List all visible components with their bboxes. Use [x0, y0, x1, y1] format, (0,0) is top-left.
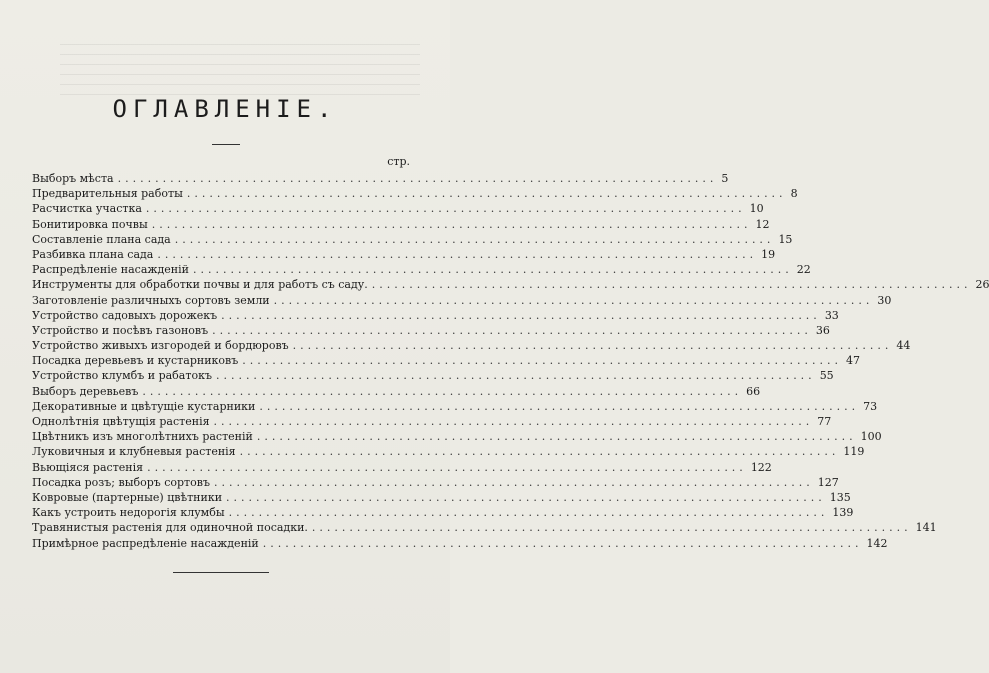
- page-column-header: стр.: [387, 155, 410, 168]
- toc-entry-page: 77: [817, 415, 832, 428]
- toc-entry-label: Устройство садовыхъ дорожекъ: [32, 308, 218, 322]
- toc-entry-page: 66: [746, 384, 761, 398]
- dot-leader: ................................................................................: [242, 354, 842, 368]
- toc-entry: [32, 368, 834, 383]
- page-title: ОГЛАВЛЕНІЕ.: [112, 95, 338, 123]
- title-divider: [212, 144, 240, 145]
- toc-entry-page: 141: [915, 521, 937, 535]
- toc-entry-page: 119: [843, 445, 865, 459]
- toc-entry-label: Бонитировка почвы: [32, 217, 148, 231]
- toc-entry-page: 122: [750, 460, 772, 474]
- toc-entry: [32, 338, 911, 353]
- toc-entry-page: 127: [817, 475, 839, 489]
- toc-entry-page: 5: [721, 172, 729, 185]
- toc-entry-label: Предварительныя работы: [32, 187, 183, 201]
- dot-leader: ................................................................................: [145, 202, 746, 216]
- toc-entry-label: Посадка розъ; выборъ сортовъ: [32, 475, 210, 489]
- toc-entry-page: 139: [832, 506, 854, 520]
- toc-entry: [32, 490, 851, 505]
- toc-entry-label: Устройство и посѣвъ газоновъ: [32, 323, 209, 337]
- toc-entry: [32, 217, 770, 232]
- dot-leader: ................................................................................: [213, 415, 814, 428]
- toc-entry-page: 10: [749, 202, 764, 216]
- toc-entry: [32, 399, 878, 414]
- toc-entry: [32, 505, 854, 520]
- toc-entry-label: Цвѣтникъ изъ многолѣтнихъ растеній: [32, 430, 253, 444]
- toc-entry: [32, 475, 839, 490]
- dot-leader: ................................................................................: [213, 475, 814, 489]
- dot-leader: ................................................................................: [273, 293, 874, 307]
- toc-entry: [32, 308, 839, 323]
- dot-leader: ................................................................................: [212, 323, 812, 337]
- toc-entry: [32, 171, 729, 186]
- dot-leader: ................................................................................: [311, 521, 912, 535]
- toc-entry-label: Вьющіяся растенія: [32, 460, 144, 474]
- toc-entry-label: Травянистыя растенія для одиночной посадки.: [32, 521, 308, 535]
- toc-entry-label: Однолѣтнія цвѣтущія растенія: [32, 415, 210, 428]
- toc-entry: [32, 262, 811, 277]
- toc-entry-page: 47: [845, 354, 860, 368]
- toc-entry-label: Устройство живыхъ изгородей и бордюровъ: [32, 339, 289, 353]
- toc-entry-label: Выборъ деревьевъ: [32, 384, 139, 398]
- toc-entry-page: 44: [896, 339, 911, 353]
- toc-entry: [32, 429, 882, 444]
- table-of-contents: [32, 171, 989, 551]
- toc-entry-label: Распредѣленіе насажденій: [32, 263, 189, 277]
- toc-entry-page: 8: [790, 187, 798, 201]
- toc-entry-page: 26: [975, 278, 989, 292]
- toc-entry-page: 30: [877, 293, 892, 307]
- toc-entry-label: Ковровые (партерные) цвѣтники: [32, 490, 223, 504]
- toc-entry-label: Выборъ мѣста: [32, 172, 114, 185]
- toc-entry: [32, 520, 937, 535]
- toc-entry: [32, 232, 793, 247]
- dot-leader: ................................................................................: [262, 536, 863, 550]
- toc-entry-page: 73: [863, 399, 878, 413]
- toc-entry-page: 15: [778, 232, 793, 246]
- toc-entry-page: 100: [860, 430, 882, 444]
- toc-entry: [32, 444, 865, 459]
- toc-entry-page: 36: [815, 323, 830, 337]
- dot-leader: ................................................................................: [239, 445, 840, 459]
- toc-entry-page: 12: [755, 217, 770, 231]
- dot-leader: ................................................................................: [215, 369, 816, 383]
- dot-leader: ................................................................................: [174, 232, 775, 246]
- toc-entry-page: 142: [866, 536, 888, 550]
- dot-leader: ................................................................................: [151, 217, 752, 231]
- dot-leader: ................................................................................: [142, 384, 743, 398]
- dot-leader: ................................................................................: [147, 460, 747, 474]
- toc-entry-label: Заготовленіе различныхъ сортовъ земли: [32, 293, 270, 307]
- dot-leader: ................................................................................: [259, 399, 860, 413]
- toc-entry: [32, 414, 832, 429]
- toc-entry-page: 22: [796, 263, 811, 277]
- toc-entry: [32, 536, 888, 551]
- dot-leader: ................................................................................: [221, 308, 821, 322]
- toc-entry: [32, 277, 989, 292]
- toc-entry-label: Какъ устроить недорогія клумбы: [32, 506, 225, 520]
- toc-entry-page: 33: [824, 308, 839, 322]
- dot-leader: ................................................................................: [371, 278, 972, 292]
- toc-entry-label: Разбивка плана сада: [32, 247, 154, 261]
- dot-leader: ................................................................................: [117, 172, 718, 185]
- dot-leader: ................................................................................: [192, 263, 793, 277]
- toc-entry-label: Расчистка участка: [32, 202, 142, 216]
- dot-leader: ................................................................................: [228, 506, 829, 520]
- toc-entry: [32, 186, 798, 201]
- dot-leader: ................................................................................: [226, 490, 826, 504]
- dot-leader: ................................................................................: [292, 339, 893, 353]
- toc-entry: [32, 293, 892, 308]
- toc-entry-page: 19: [761, 247, 776, 261]
- toc-entry: [32, 460, 772, 475]
- toc-entry: [32, 323, 830, 338]
- toc-entry-page: 135: [829, 490, 851, 504]
- bottom-divider: [173, 572, 269, 573]
- dot-leader: ................................................................................: [157, 247, 758, 261]
- toc-entry-label: Устройство клумбъ и рабатокъ: [32, 369, 212, 383]
- toc-entry-label: Составленіе плана сада: [32, 232, 171, 246]
- toc-entry: [32, 247, 776, 262]
- dot-leader: ................................................................................: [186, 187, 787, 201]
- toc-entry-label: Инструменты для обработки почвы и для работъ съ саду.: [32, 278, 368, 292]
- toc-entry-label: Примѣрное распредѣленіе насажденій: [32, 536, 259, 550]
- toc-entry-label: Декоративные и цвѣтущіе кустарники: [32, 399, 256, 413]
- dot-leader: ................................................................................: [256, 430, 857, 444]
- toc-entry: [32, 384, 761, 399]
- toc-entry-label: Луковичныя и клубневыя растенія: [32, 445, 236, 459]
- toc-entry: [32, 201, 764, 216]
- toc-entry-label: Посадка деревьевъ и кустарниковъ: [32, 354, 239, 368]
- toc-entry: [32, 353, 860, 368]
- toc-entry-page: 55: [819, 369, 834, 383]
